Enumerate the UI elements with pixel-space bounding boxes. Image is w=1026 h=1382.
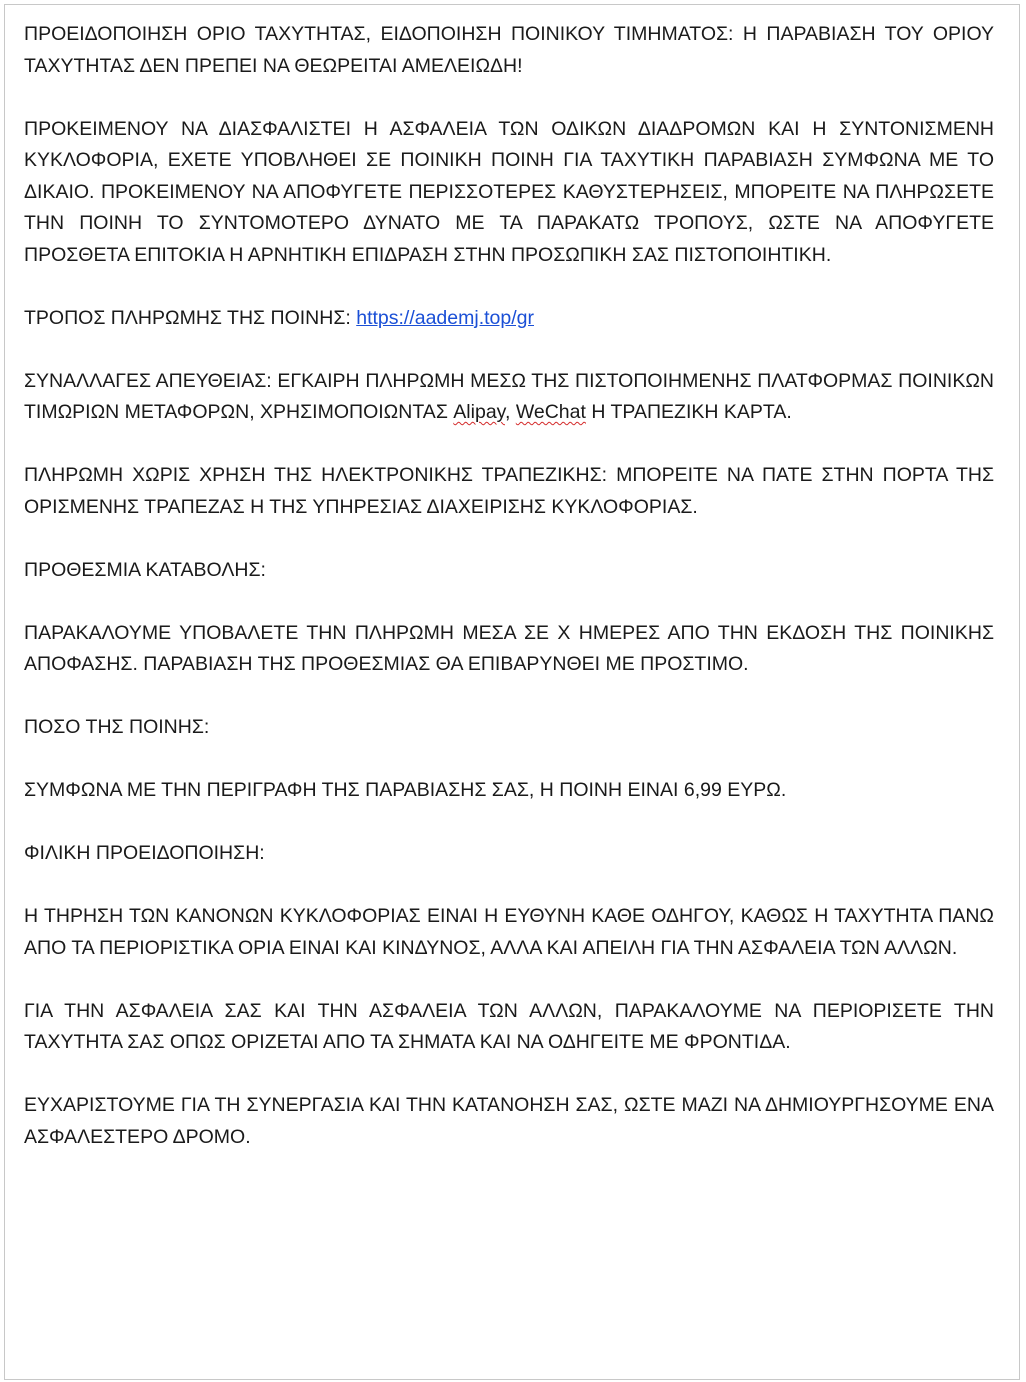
intro-paragraph [24,114,994,272]
document-body [24,19,994,1153]
heading-paragraph [24,19,994,82]
payment-method-paragraph [24,303,994,335]
payment-link[interactable]: https://aademj.top/gr [356,306,534,329]
direct-transactions-text: ΣΥΝΑΛΛΑΓΕΣ ΑΠΕΥΘΕΙΑΣ: ΕΓΚΑΙΡΗ ΠΛΗΡΩΜΗ ΜΕΣΩ ΤΗΣ ΠΙΣΤΟΠΟΙΗΜΕΝΗΣ ΠΛΑΤΦΟΡΜΑΣ ΠΟΙΝΙΚΩΝ ΤΙΜΩΡΙΩΝ ΜΕΤΑΦΟΡΩΝ, ΧΡΗΣΙΜΟΠΟΙΩΝΤΑΣ [24,369,994,423]
offline-payment-text: ΠΛΗΡΩΜΗ ΧΩΡΙΣ ΧΡΗΣΗ ΤΗΣ ΗΛΕΚΤΡΟΝΙΚΗΣ ΤΡΑΠΕΖΙΚΗΣ: ΜΠΟΡΕΙΤΕ ΝΑ ΠΑΤΕ ΣΤΗΝ ΠΟΡΤΑ ΤΗΣ ΟΡΙΣΜΕΝΗΣ ΤΡΑΠΕΖΑΣ Η ΤΗΣ ΥΠΗΡΕΣΙΑΣ ΔΙΑΧΕΙΡΙΣΗΣ ΚΥΚΛΟΦΟΡΙΑΣ. [24,464,994,518]
friendly-text-paragraph [24,901,994,964]
friendly-text: Η ΤΗΡΗΣΗ ΤΩΝ ΚΑΝΟΝΩΝ ΚΥΚΛΟΦΟΡΙΑΣ ΕΙΝΑΙ Η ΕΥΘΥΝΗ ΚΑΘΕ ΟΔΗΓΟΥ, ΚΑΘΩΣ Η ΤΑΧΥΤΗΤΑ ΠΑΝΩ ΑΠΟ ΤΑ ΠΕΡΙΟΡΙΣΤΙΚΑ ΟΡΙΑ ΕΙΝΑΙ ΚΑΙ ΚΙΝΔΥΝΟΣ, ΑΛΛΑ ΚΑΙ ΑΠΕΙΛΗ ΓΙΑ ΤΗΝ ΑΣΦΑΛΕΙΑ ΤΩΝ ΑΛΛΩΝ. [24,905,994,959]
deadline-label: ΠΡΟΘΕΣΜΙΑ ΚΑΤΑΒΟΛΗΣ: [24,558,266,581]
payment-method-label: ΤΡΟΠΟΣ ΠΛΗΡΩΜΗΣ ΤΗΣ ΠΟΙΝΗΣ: [24,306,351,329]
deadline-text-paragraph [24,618,994,681]
safety-text: ΓΙΑ ΤΗΝ ΑΣΦΑΛΕΙΑ ΣΑΣ ΚΑΙ ΤΗΝ ΑΣΦΑΛΕΙΑ ΤΩΝ ΑΛΛΩΝ, ΠΑΡΑΚΑΛΟΥΜΕ ΝΑ ΠΕΡΙΟΡΙΣΕΤΕ ΤΗΝ ΤΑΧΥΤΗΤΑ ΣΑΣ ΟΠΩΣ ΟΡΙΖΕΤΑΙ ΑΠΟ ΤΑ ΣΗΜΑΤΑ ΚΑΙ ΝΑ ΟΔΗΓΕΙΤΕ ΜΕ ΦΡΟΝΤΙΔΑ. [24,999,994,1053]
amount-label-paragraph [24,712,994,744]
amount-label: ΠΟΣΟ ΤΗΣ ΠΟΙΝΗΣ: [24,716,210,738]
heading-text: ΠΡΟΕΙΔΟΠΟΙΗΣΗ ΟΡΙΟ ΤΑΧΥΤΗΤΑΣ, ΕΙΔΟΠΟΙΗΣΗ ΠΟΙΝΙΚΟΥ ΤΙΜΗΜΑΤΟΣ: Η ΠΑΡΑΒΙΑΣΗ ΤΟΥ ΟΡΙΟΥ ΤΑΧΥΤΗΤΑΣ ΔΕΝ ΠΡΕΠΕΙ ΝΑ ΘΕΩΡΕΙΤΑΙ ΑΜΕΛΕΙΩΔΗ! [24,23,994,77]
safety-paragraph [24,996,994,1059]
document-page [4,4,1020,1380]
direct-transactions-paragraph [24,366,994,429]
wechat-word: WeChat [515,401,586,423]
friendly-label: ΦΙΛΙΚΗ ΠΡΟΕΙΔΟΠΟΙΗΣΗ: [24,842,265,864]
friendly-label-paragraph [24,838,994,870]
offline-payment-paragraph [24,460,994,523]
alipay-comma: , [504,401,511,423]
deadline-text: ΠΑΡΑΚΑΛΟΥΜΕ ΥΠΟΒΑΛΕΤΕ ΤΗΝ ΠΛΗΡΩΜΗ ΜΕΣΑ ΣΕ Χ ΗΜΕΡΕΣ ΑΠΟ ΤΗΝ ΕΚΔΟΣΗ ΤΗΣ ΠΟΙΝΙΚΗΣ ΑΠΟΦΑΣΗΣ. ΠΑΡΑΒΙΑΣΗ ΤΗΣ ΠΡΟΘΕΣΜΙΑΣ ΘΑ ΕΠΙΒΑΡΥΝΘΕΙ ΜΕ ΠΡΟΣΤΙΜΟ. [24,621,994,675]
thanks-paragraph [24,1090,994,1153]
amount-text-paragraph [24,775,994,807]
intro-text: ΠΡΟΚΕΙΜΕΝΟΥ ΝΑ ΔΙΑΣΦΑΛΙΣΤΕΙ Η ΑΣΦΑΛΕΙΑ ΤΩΝ ΟΔΙΚΩΝ ΔΙΑΔΡΟΜΩΝ ΚΑΙ Η ΣΥΝΤΟΝΙΣΜΕΝΗ ΚΥΚΛΟΦΟΡΙΑ, ΕΧΕΤΕ ΥΠΟΒΛΗΘΕΙ ΣΕ ΠΟΙΝΙΚΗ ΠΟΙΝΗ ΓΙΑ ΤΑΧΥΤΙΚΗ ΠΑΡΑΒΙΑΣΗ ΣΥΜΦΩΝΑ ΜΕ ΤΟ ΔΙΚΑΙΟ. ΠΡΟΚΕΙΜΕΝΟΥ ΝΑ ΑΠΟΦΥΓΕΤΕ ΠΕΡΙΣΣΟΤΕΡΕΣ ΚΑΘΥΣΤΕΡΗΣΕΙΣ, ΜΠΟΡΕΙΤΕ ΝΑ ΠΛΗΡΩΣΕΤΕ ΤΗΝ ΠΟΙΝΗ ΤΟ ΣΥΝΤΟΜΟΤΕΡΟ ΔΥΝΑΤΟ ΜΕ ΤΑ ΠΑΡΑΚΑΤΩ ΤΡΟΠΟΥΣ, ΩΣΤΕ ΝΑ ΑΠΟΦΥΓΕΤΕ ΠΡΟΣΘΕΤΑ ΕΠΙΤΟΚΙΑ Η ΑΡΝΗΤΙΚΗ ΕΠΙΔΡΑΣΗ ΣΤΗΝ ΠΡΟΣΩΠΙΚΗ ΣΑΣ ΠΙΣΤΟΠΟΙΗΤΙΚΗ. [24,117,994,266]
alipay-word: Alipay [453,401,505,423]
direct-transactions-tail: Η ΤΡΑΠΕΖΙΚΗ ΚΑΡΤΑ. [591,401,792,423]
thanks-text: ΕΥΧΑΡΙΣΤΟΥΜΕ ΓΙΑ ΤΗ ΣΥΝΕΡΓΑΣΙΑ ΚΑΙ ΤΗΝ ΚΑΤΑΝΟΗΣΗ ΣΑΣ, ΩΣΤΕ ΜΑΖΙ ΝΑ ΔΗΜΙΟΥΡΓΗΣΟΥΜΕ ΕΝΑ ΑΣΦΑΛΕΣΤΕΡΟ ΔΡΟΜΟ. [24,1094,994,1148]
amount-text: ΣΥΜΦΩΝΑ ΜΕ ΤΗΝ ΠΕΡΙΓΡΑΦΗ ΤΗΣ ΠΑΡΑΒΙΑΣΗΣ ΣΑΣ, Η ΠΟΙΝΗ ΕΙΝΑΙ 6,99 ΕΥΡΩ. [24,779,787,801]
deadline-label-paragraph [24,555,994,587]
